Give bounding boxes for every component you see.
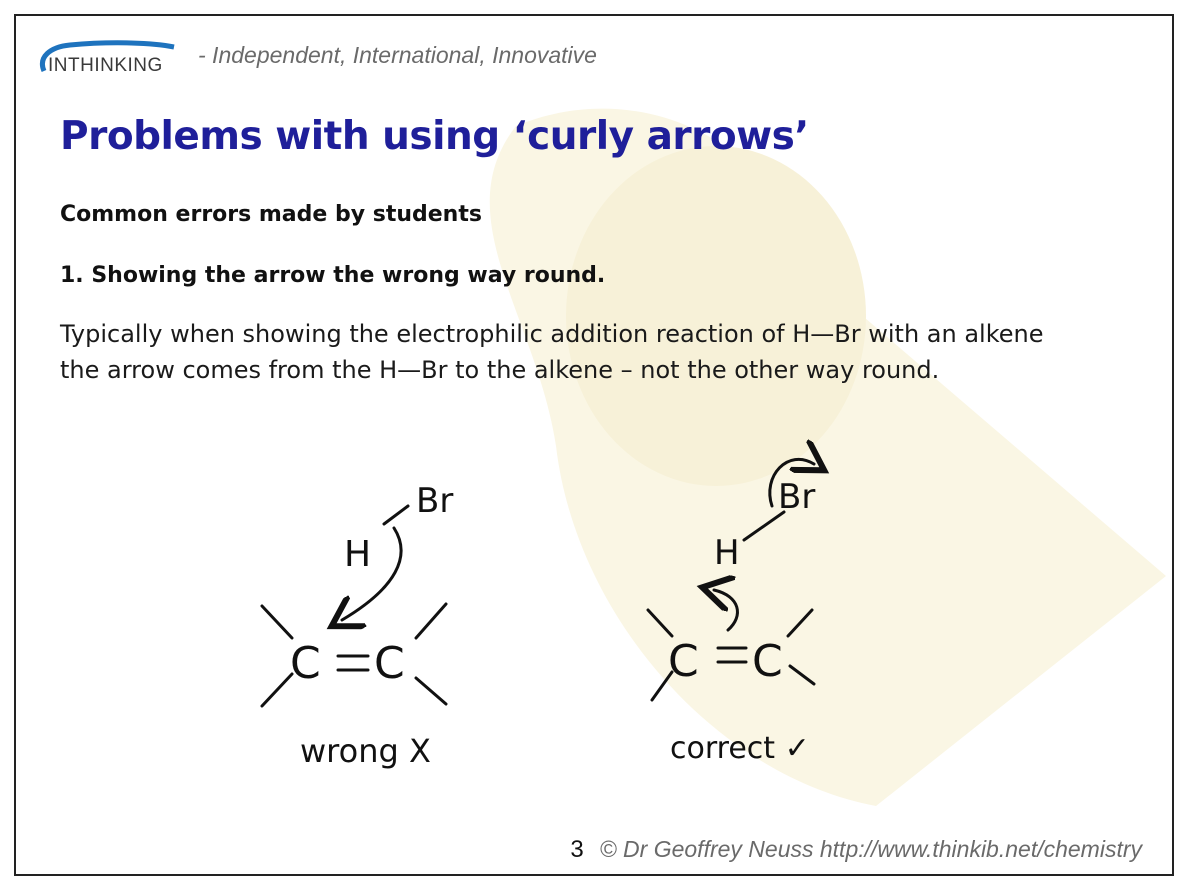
- correct-diagram: [648, 459, 815, 766]
- correct-label: correct ✓: [670, 731, 810, 766]
- reaction-diagrams: [16, 16, 1174, 876]
- atom-br-right: Br: [778, 477, 816, 517]
- body-line-2: the arrow comes from the H—Br to the alkene – not the other way round.: [60, 356, 940, 384]
- bond-ul-right: [648, 610, 672, 636]
- page-number: 3: [570, 836, 584, 863]
- wrong-diagram: [262, 481, 453, 770]
- body-line-1: Typically when showing the electrophilic addition reaction of H—Br with an alkene: [60, 320, 1044, 348]
- wrong-label: wrong X: [300, 732, 431, 770]
- footer: [570, 836, 1142, 864]
- slide-title: Problems with using ‘curly arrows’: [60, 114, 809, 159]
- atom-c2-left: C: [374, 638, 405, 689]
- bond-lr-right: [790, 666, 814, 684]
- atom-h-right: H: [714, 533, 740, 573]
- h-br-bond-right: [744, 512, 784, 540]
- bond-ll-left: [262, 674, 292, 706]
- atom-h-left: H: [344, 534, 372, 575]
- point-heading: 1. Showing the arrow the wrong way round.: [60, 263, 606, 288]
- atom-c1-left: C: [290, 638, 321, 689]
- credit-line: © Dr Geoffrey Neuss http://www.thinkib.net/chemistry: [599, 836, 1142, 862]
- bond-ur-right: [788, 610, 812, 636]
- atom-c2-right: C: [752, 636, 783, 687]
- atom-c1-right: C: [668, 636, 699, 687]
- tagline: - Independent, International, Innovative: [198, 41, 597, 68]
- bond-lr-left: [416, 678, 446, 704]
- bond-ul-left: [262, 606, 292, 638]
- bond-ur-left: [416, 604, 446, 638]
- correct-curly-arrow: [714, 590, 737, 630]
- logo-text: INTHINKING: [48, 55, 163, 76]
- subheading: Common errors made by students: [60, 202, 482, 227]
- atom-br-left: Br: [416, 481, 454, 521]
- slide-frame: [14, 14, 1174, 876]
- h-br-bond-left: [384, 506, 408, 524]
